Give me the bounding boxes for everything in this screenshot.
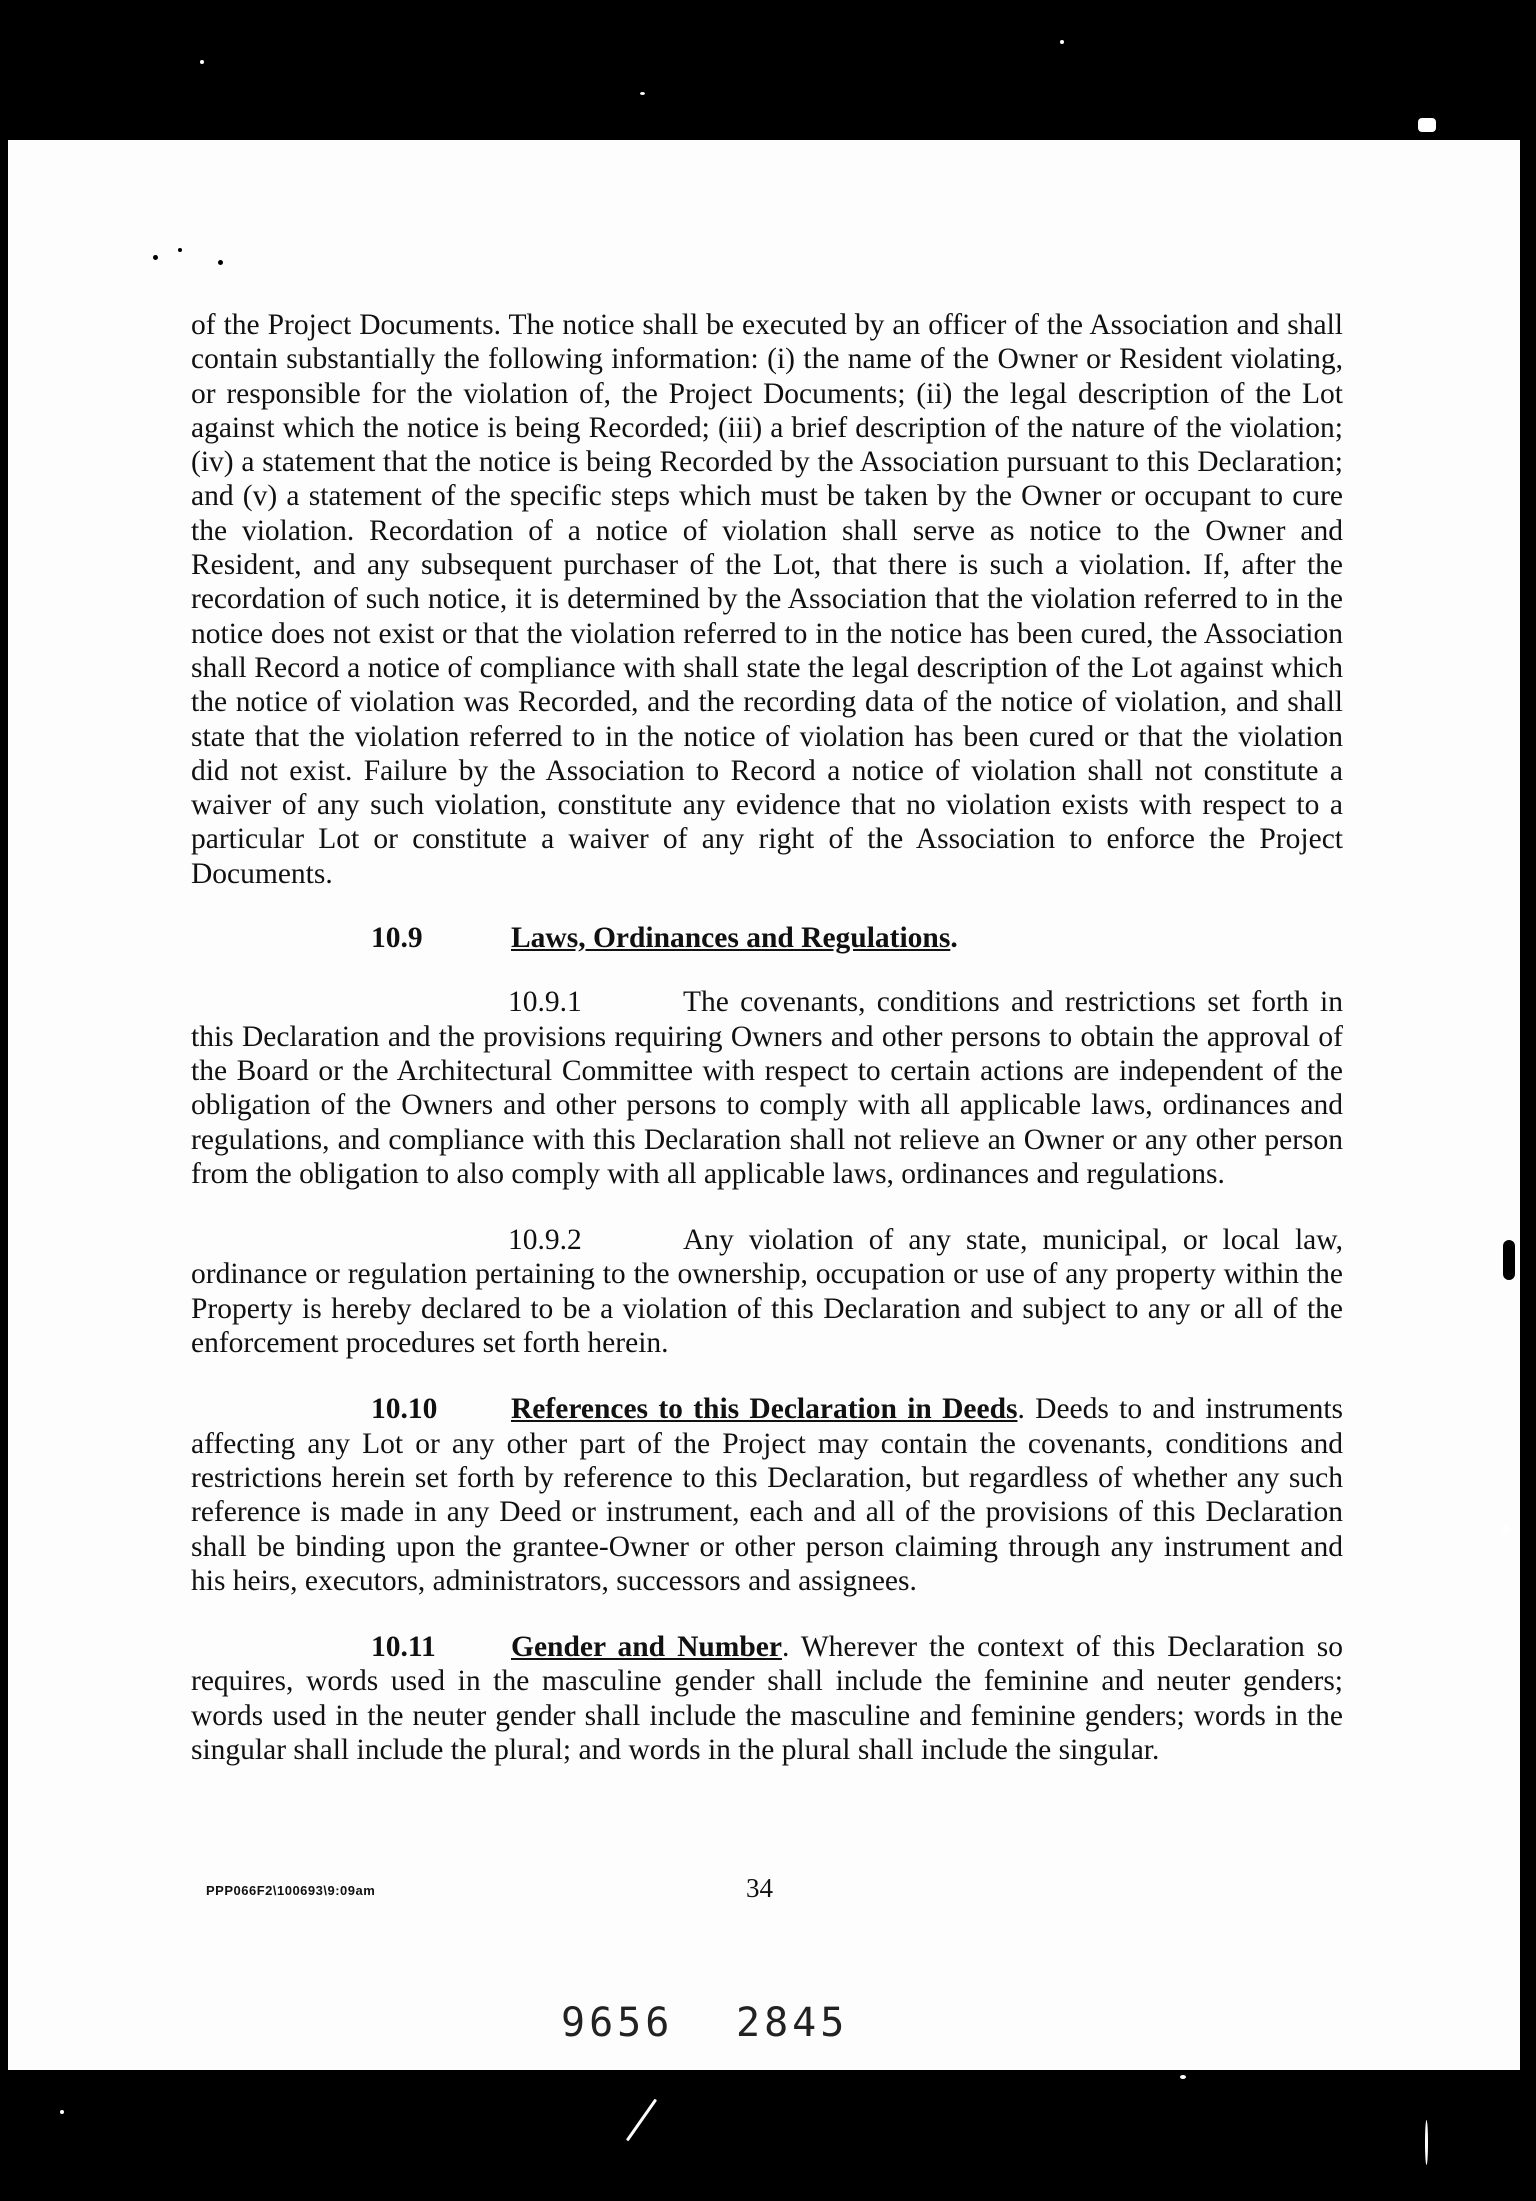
scan-speck xyxy=(1502,1525,1510,1533)
document-page xyxy=(8,140,1520,2070)
section-10-9-2-paragraph xyxy=(191,1223,1343,1360)
recording-book-number: 9656 xyxy=(561,2000,674,2046)
scan-speck xyxy=(1180,2075,1186,2079)
section-number: 10.11 xyxy=(371,1631,436,1664)
scan-speck xyxy=(200,60,204,64)
section-10-9-1-paragraph xyxy=(191,985,1343,1191)
scan-speck xyxy=(60,2110,64,2114)
subsection-text: The covenants, conditions and restrictions set forth in this Declaration and the provisions requiring Owners and other persons to obtain the approval of the Board or the Architectural Committee with respect to certain actions are independent of the obligation of the Owners and other persons to comply with all applicable laws, ordinances and regulations, and compliance with this Declaration shall not relieve an Owner or any other person from the obligation to also comply with all applicable laws, ordinances and regulations. xyxy=(191,986,1343,1190)
file-reference: PPP066F2\100693\9:09am xyxy=(206,1883,376,1898)
scan-speck xyxy=(1060,40,1064,44)
section-text: . Wherever the context of this Declaration so requires, words used in the masculine gender shall include the feminine and neuter genders; words used in the neuter gender shall include the masculine and feminine genders; words in the singular shall include the plural; and words in the plural shall include the singular. xyxy=(191,1631,1344,1766)
scan-speck xyxy=(1418,118,1436,132)
section-title: Gender and Number xyxy=(511,1631,782,1664)
section-10-10-paragraph xyxy=(191,1392,1343,1598)
section-text: . Deeds to and instruments affecting any Lot or any other part of the Project may contain the covenants, conditions and restrictions herein set forth by reference to this Declaration, but regardless of whether any such reference is made in any Deed or instrument, each and all of the provisions of this Declaration shall be binding upon the grantee-Owner or other person claiming through any instrument and his heirs, executors, administrators, successors and assignees. xyxy=(191,1393,1343,1597)
section-10-11-paragraph xyxy=(191,1630,1343,1767)
section-number: 10.9 xyxy=(371,922,423,955)
page-number: 34 xyxy=(746,1873,773,1903)
section-title: Laws, Ordinances and Regulations xyxy=(511,922,951,955)
scan-speck xyxy=(178,248,182,252)
scan-speck xyxy=(218,260,223,265)
document-body xyxy=(191,308,1343,1799)
section-title: References to this Declaration in Deeds xyxy=(511,1393,1018,1426)
scan-speck xyxy=(626,2099,657,2142)
recording-page-number: 2845 xyxy=(736,2000,849,2046)
intro-paragraph: of the Project Documents. The notice shall be executed by an officer of the Association and shall contain substantially the following information: (i) the name of the Owner or Resident violating, or responsible for the violation of, the Project Documents; (ii) the legal description of the Lot against which the notice is being Recorded; (iii) a brief description of the nature of the violation; (iv) a statement that the notice is being Recorded by the Association pursuant to this Declaration; and (v) a statement of the specific steps which must be taken by the Owner or occupant to cure the violation. Recordation of a notice of violation shall serve as notice to the Owner and Resident, and any subsequent purchaser of the Lot, that there is such a violation. If, after the recordation of such notice, it is determined by the Association that the violation referred to in the notice does not exist or that the violation referred to in the notice has been cured, the Association shall Record a notice of compliance with shall state the legal description of the Lot against which the notice of violation was Recorded, and the recording data of the notice of violation, and shall state that the violation referred to in the notice of violation has been cured or that the violation did not exist. Failure by the Association to Record a notice of violation shall not constitute a waiver of any such violation, constitute any evidence that no violation exists with respect to a particular Lot or constitute a waiver of any right of the Association to enforce the Project Documents. xyxy=(191,309,1343,890)
subsection-text: Any violation of any state, municipal, or local law, ordinance or regulation pertaining to the ownership, occupation or use of any property within the Property is hereby declared to be a violation of this Declaration and subject to any or all of the enforcement procedures set forth herein. xyxy=(191,1224,1343,1360)
scan-speck xyxy=(153,255,158,260)
scan-speck xyxy=(640,92,645,95)
scan-speck xyxy=(1425,2120,1428,2165)
section-number: 10.10 xyxy=(371,1393,438,1426)
subsection-number: 10.9.2 xyxy=(508,1224,582,1257)
subsection-number: 10.9.1 xyxy=(508,986,582,1019)
scan-speck xyxy=(1503,1240,1515,1280)
section-10-9-heading: 10.9 Laws, Ordinances and Regulations. xyxy=(191,921,1343,955)
